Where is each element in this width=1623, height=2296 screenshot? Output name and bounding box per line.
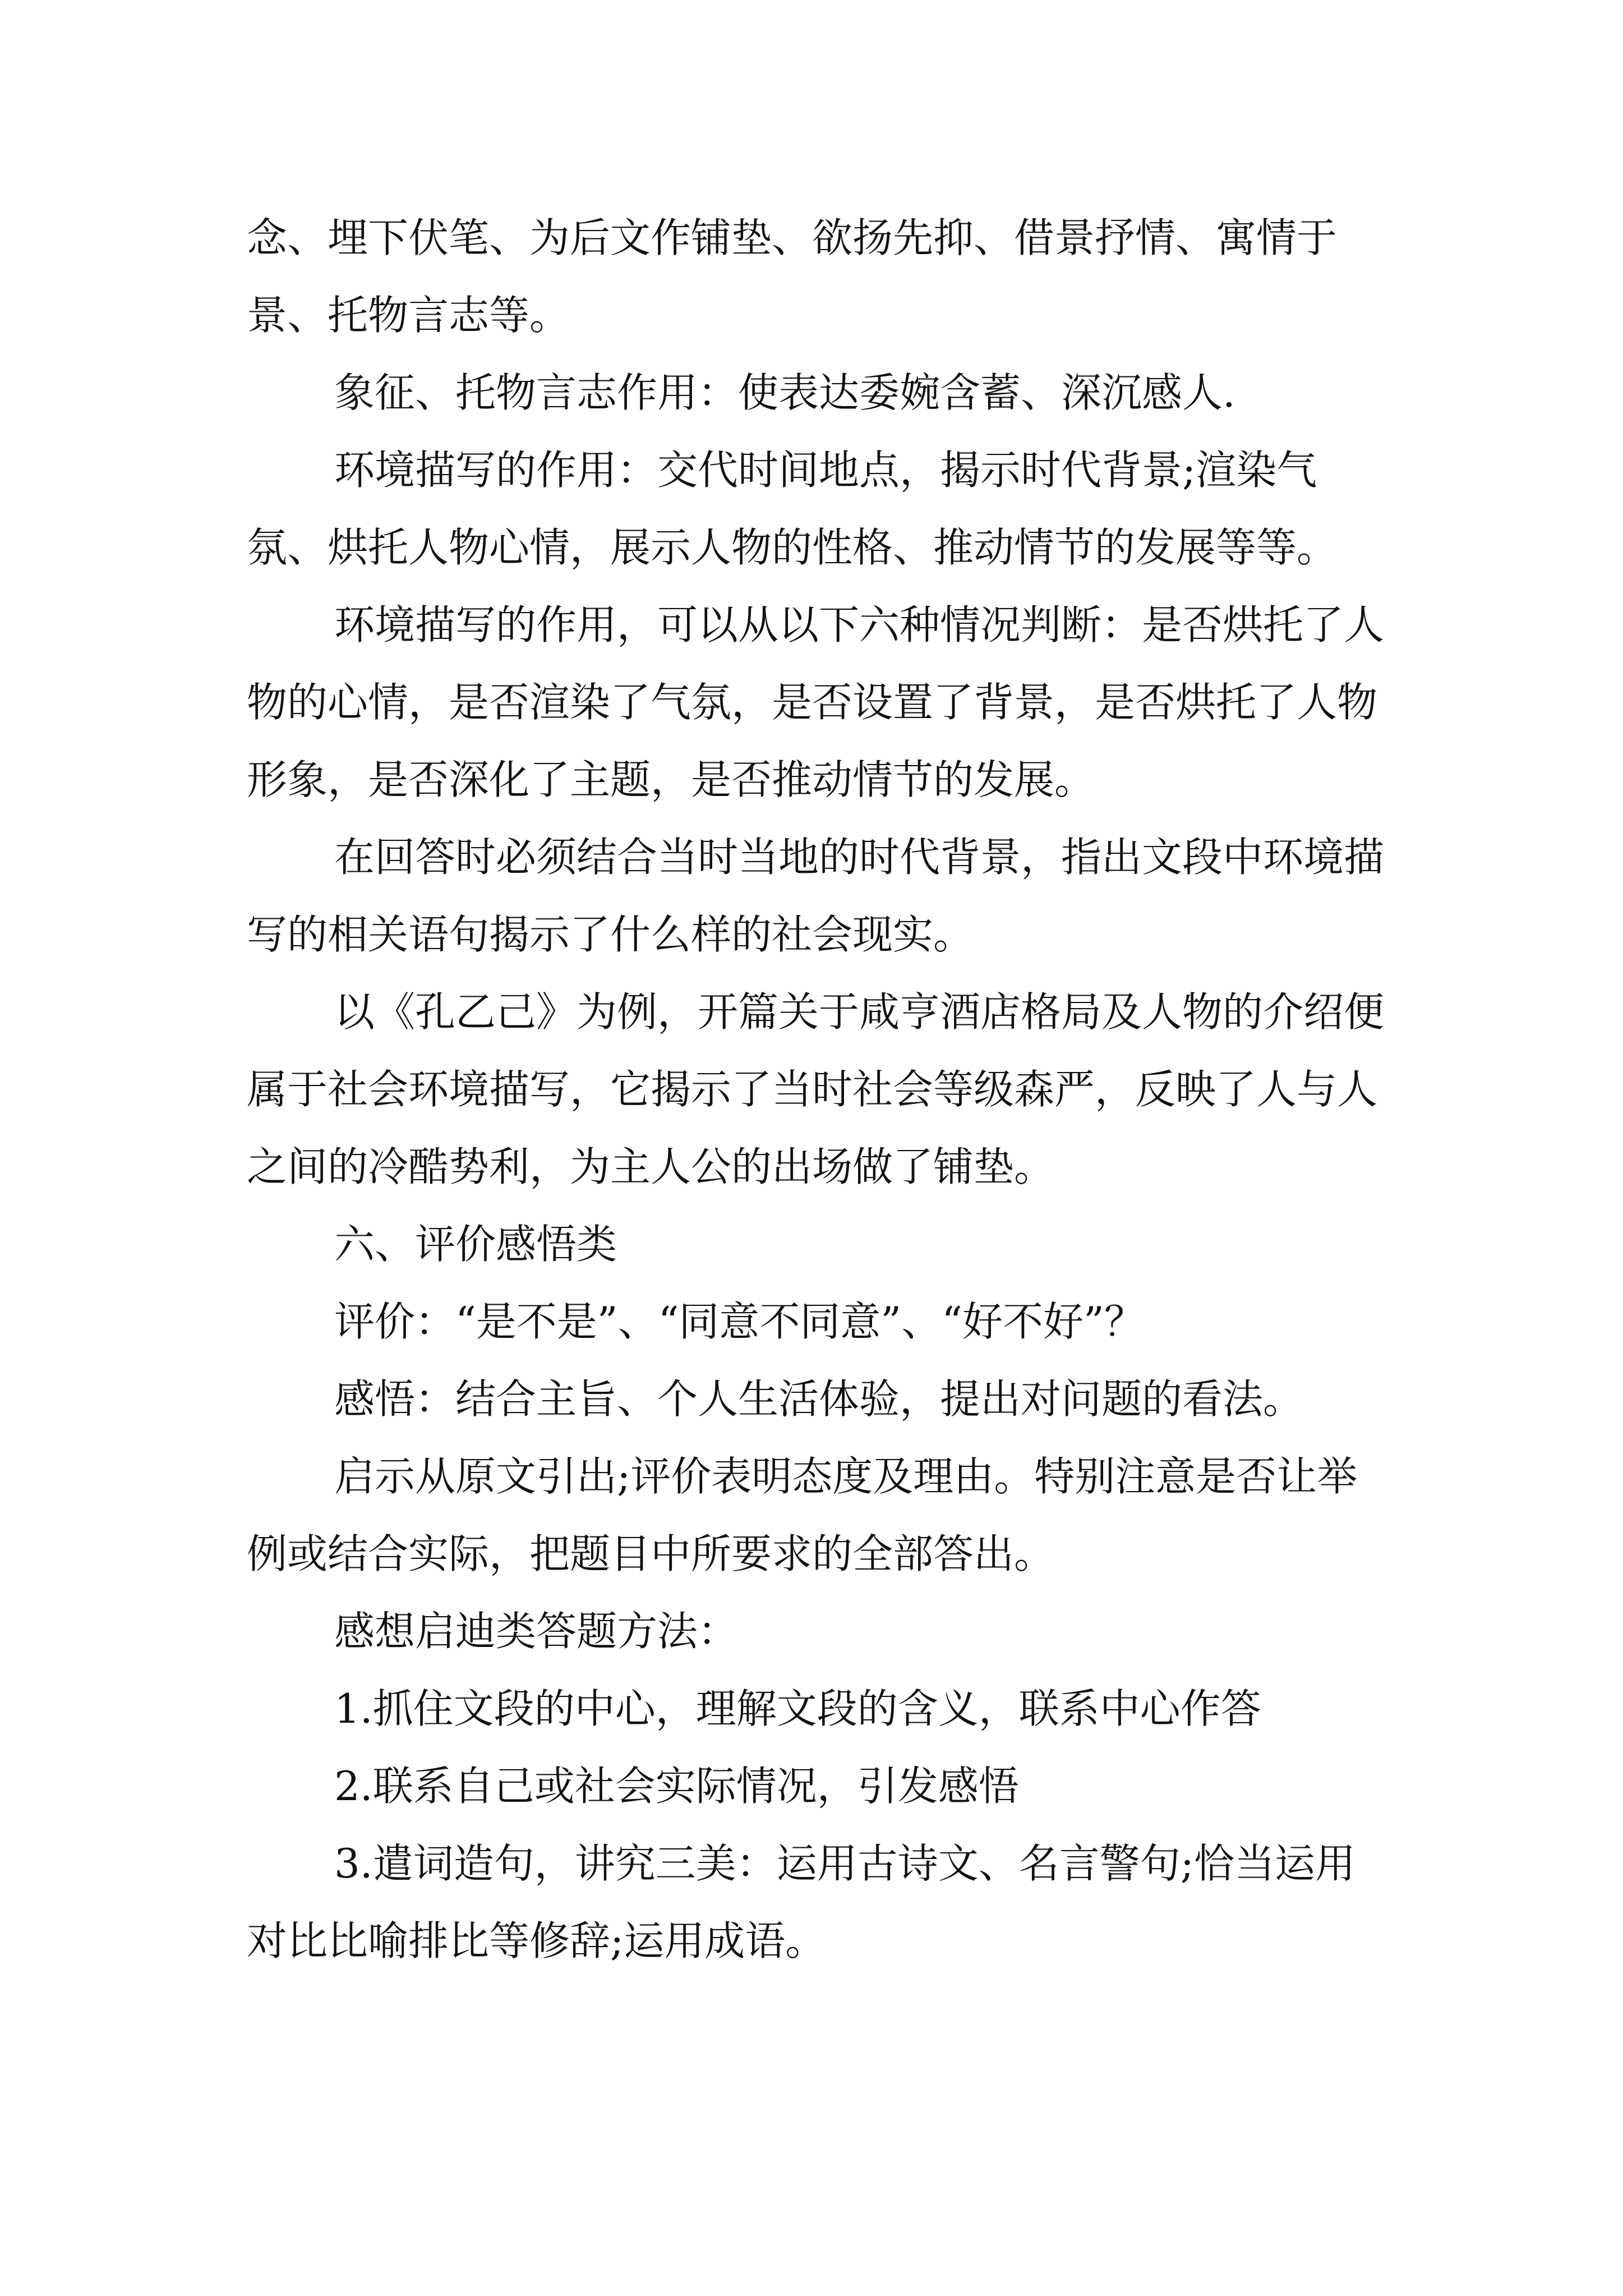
paragraph-environment-judgement: 环境描写的作用，可以从以下六种情况判断：是否烘托了人物的心情，是否渲染了气氛，是否设置了背景，是否烘托了人物形象，是否深化了主题，是否推动情节的发展。 bbox=[247, 601, 1385, 803]
paragraph-method-heading: 感想启迪类答题方法： bbox=[334, 1608, 739, 1655]
paragraph-enlightenment: 启示从原文引出;评价表明态度及理由。特别注意是否让举例或结合实际，把题目中所要求的全部答出。 bbox=[247, 1453, 1358, 1577]
list-item-1: 1.抓住文段的中心，理解文段的含义，联系中心作答 bbox=[334, 1685, 1261, 1732]
paragraph-environment-function: 环境描写的作用：交代时间地点，揭示时代背景;渲染气氛、烘托人物心情，展示人物的性格、推动情节的发展等等。 bbox=[247, 447, 1338, 571]
section-heading: 六、评价感悟类 bbox=[334, 1221, 617, 1268]
paragraph-symbolism: 象征、托物言志作用：使表达委婉含蓄、深沉感人. bbox=[334, 369, 1235, 416]
paragraph-answer-context: 在回答时必须结合当时当地的时代背景，指出文段中环境描写的相关语句揭示了什么样的社会现实。 bbox=[247, 834, 1385, 958]
list-item-3: 3.遣词造句，讲究三美：运用古诗文、名言警句;恰当运用对比比喻排比等修辞;运用成语。 bbox=[247, 1840, 1355, 1964]
paragraph-evaluation: 评价：“是不是”、“同意不同意”、“好不好”？ bbox=[334, 1298, 1145, 1345]
list-item-2: 2.联系自己或社会实际情况，引发感悟 bbox=[334, 1763, 1019, 1810]
paragraph-insight: 感悟：结合主旨、个人生活体验，提出对问题的看法。 bbox=[334, 1375, 1304, 1423]
document-body bbox=[247, 199, 1391, 1980]
paragraph-continuation: 念、埋下伏笔、为后文作铺垫、欲扬先抑、借景抒情、寓情于景、托物言志等。 bbox=[247, 214, 1338, 339]
paragraph-example: 以《孔乙己》为例，开篇关于咸亨酒店格局及人物的介绍便属于社会环境描写，它揭示了当时社会等级森严，反映了人与人之间的冷酷势利，为主人公的出场做了铺垫。 bbox=[247, 988, 1385, 1190]
